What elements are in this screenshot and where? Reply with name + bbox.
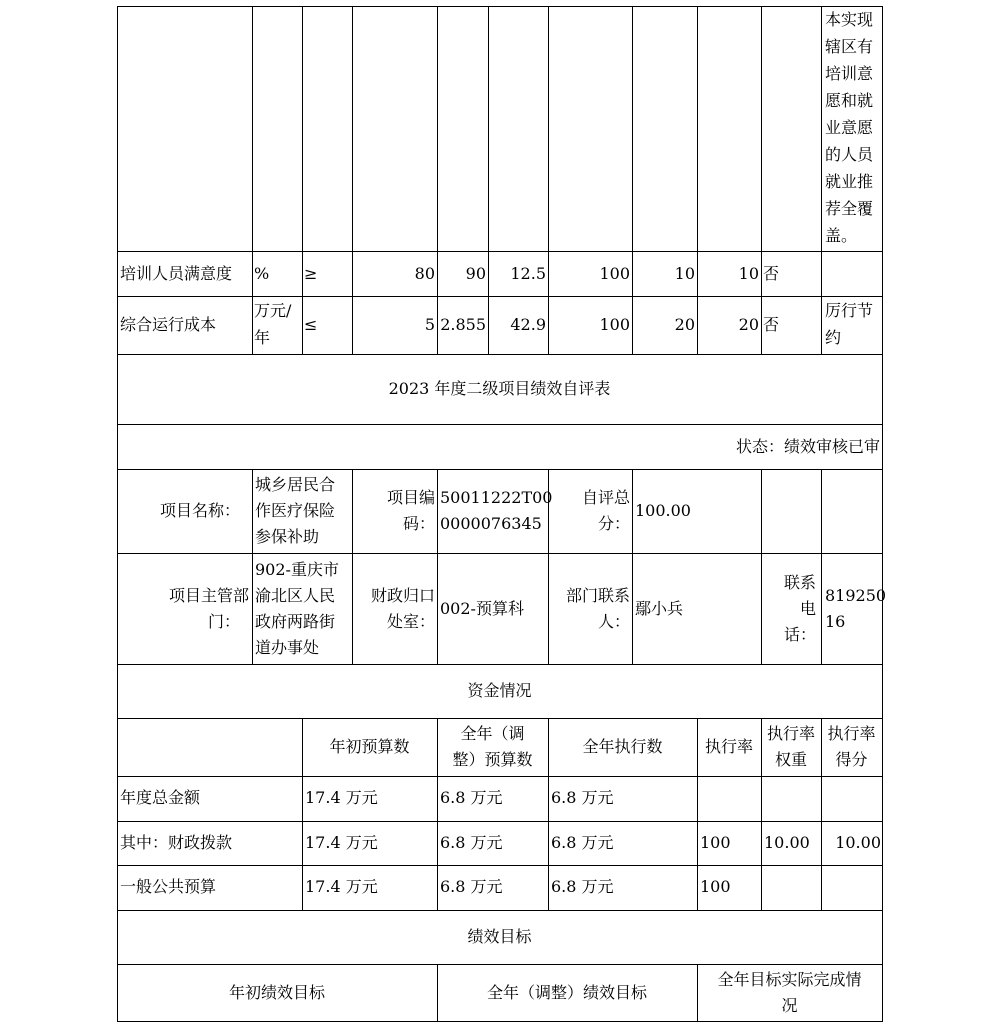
indicator-note-line: 辖区有 — [825, 37, 874, 56]
funds-cell-weight: 10.00 — [764, 833, 810, 852]
funds-cell-adjusted: 6.8 万元 — [440, 877, 503, 896]
indicator-note-line: 本实现 — [825, 10, 874, 29]
grid-line — [632, 469, 633, 664]
indicator-operator: ≥ — [304, 264, 318, 283]
grid-line — [117, 910, 882, 911]
goals-header-actual: 况 — [781, 996, 798, 1015]
grid-line — [117, 6, 882, 7]
goals-header-actual: 全年目标实际完成情 — [717, 970, 862, 989]
indicator-weight: 20 — [674, 315, 695, 334]
indicator-note: 厉行节 — [825, 301, 874, 320]
form-title: 2023 年度二级项目绩效自评表 — [388, 379, 611, 398]
indicator-note-line: 就业推 — [825, 172, 874, 191]
indicator-value: 100 — [599, 315, 630, 334]
indicator-actual: 2.855 — [440, 315, 486, 334]
dept-value: 渝北区人民 — [255, 586, 336, 605]
indicator-note-line: 盖。 — [825, 226, 858, 245]
grid-line — [117, 964, 882, 965]
project-code-label: 项目编 — [386, 488, 435, 507]
indicator-actual: 90 — [465, 264, 486, 283]
indicator-weight: 10 — [674, 264, 695, 283]
grid-line — [488, 6, 489, 354]
project-name-label: 项目名称： — [159, 501, 240, 520]
grid-line — [437, 6, 438, 354]
project-code-value: 50011222T00 — [440, 488, 553, 507]
grid-line — [117, 664, 882, 665]
indicator-flag: 否 — [763, 315, 780, 334]
funds-cell-executed: 6.8 万元 — [551, 833, 614, 852]
phone-value: 16 — [825, 612, 846, 631]
finance-office-label: 财政归口 — [370, 586, 435, 605]
grid-line — [548, 6, 549, 354]
grid-line — [117, 821, 882, 822]
table-border-right — [882, 6, 883, 1022]
contact-value: 鄢小兵 — [635, 599, 684, 618]
project-code-label: 码： — [402, 514, 435, 533]
project-code-value: 0000076345 — [440, 514, 542, 533]
phone-label: 电 — [799, 599, 816, 618]
indicator-note-line: 业意愿 — [825, 118, 874, 137]
project-name-value: 参保补助 — [255, 527, 320, 546]
phone-value: 819250 — [825, 586, 887, 605]
grid-line — [117, 251, 882, 252]
grid-line — [352, 6, 353, 354]
indicator-score: 20 — [738, 315, 759, 334]
funds-cell-initial: 17.4 万元 — [305, 833, 378, 852]
indicator-note-line: 的人员 — [825, 145, 874, 164]
grid-line — [697, 6, 698, 354]
grid-line — [761, 6, 762, 354]
grid-line — [437, 469, 438, 664]
funds-cell-adjusted: 6.8 万元 — [440, 833, 503, 852]
dept-value: 道办事处 — [255, 638, 320, 657]
contact-label: 人： — [597, 612, 630, 631]
funds-header-score: 执行率 — [827, 724, 876, 743]
grid-line — [117, 718, 882, 719]
project-name-value: 城乡居民合 — [255, 475, 336, 494]
indicator-unit: 万元/ — [254, 301, 292, 320]
grid-line — [117, 865, 882, 866]
indicator-unit: 年 — [254, 328, 271, 347]
dept-value: 902-重庆市 — [255, 560, 339, 579]
funds-header-executed: 全年执行数 — [582, 737, 663, 756]
indicator-target: 5 — [424, 315, 435, 334]
indicator-value: 12.5 — [510, 264, 546, 283]
status-text: 状态：绩效审核已审 — [735, 437, 880, 456]
funds-row-label: 一般公共预算 — [120, 877, 217, 896]
indicator-note-line: 荐全覆 — [825, 199, 874, 218]
funds-header-weight: 权重 — [774, 750, 807, 769]
funds-header-initial: 年初预算数 — [329, 737, 410, 756]
funds-section-title: 资金情况 — [467, 681, 532, 700]
indicator-operator: ≤ — [304, 315, 318, 334]
indicator-name: 培训人员满意度 — [120, 264, 233, 283]
indicator-value: 100 — [599, 264, 630, 283]
phone-label: 话： — [783, 625, 816, 644]
finance-office-label: 处室： — [386, 612, 435, 631]
grid-line — [821, 469, 822, 664]
dept-label: 门： — [207, 612, 240, 631]
grid-line — [117, 553, 882, 554]
funds-cell-executed: 6.8 万元 — [551, 877, 614, 896]
dept-value: 政府两路街 — [255, 612, 336, 631]
grid-line — [117, 1021, 882, 1022]
indicator-note-line: 愿和就 — [825, 91, 874, 110]
funds-header-score: 得分 — [835, 750, 868, 769]
indicator-unit: % — [254, 264, 270, 283]
grid-line — [252, 6, 253, 354]
contact-label: 部门联系 — [565, 586, 630, 605]
funds-row-label: 年度总金额 — [120, 788, 201, 807]
finance-office-value: 002-预算科 — [440, 599, 524, 618]
grid-line — [252, 469, 253, 664]
funds-cell-score: 10.00 — [835, 833, 881, 852]
phone-label: 联系 — [783, 573, 816, 592]
funds-header-rate: 执行率 — [704, 737, 753, 756]
grid-line — [117, 296, 882, 297]
indicator-flag: 否 — [763, 264, 780, 283]
goals-header-adjusted: 全年（调整）绩效目标 — [486, 983, 647, 1002]
goals-section-title: 绩效目标 — [467, 927, 532, 946]
grid-line — [821, 6, 822, 354]
indicator-value: 42.9 — [510, 315, 546, 334]
funds-cell-executed: 6.8 万元 — [551, 788, 614, 807]
indicator-note-line: 培训意 — [825, 64, 874, 83]
funds-cell-adjusted: 6.8 万元 — [440, 788, 503, 807]
funds-header-adjusted: 全年（调 — [460, 724, 525, 743]
self-score-label: 自评总 — [581, 488, 630, 507]
funds-cell-initial: 17.4 万元 — [305, 788, 378, 807]
grid-line — [117, 354, 882, 355]
grid-line — [632, 6, 633, 354]
grid-line — [117, 424, 882, 425]
grid-line — [117, 469, 882, 470]
dept-label: 项目主管部 — [168, 586, 249, 605]
funds-header-adjusted: 整）预算数 — [452, 750, 533, 769]
funds-row-label: 其中：财政拨款 — [120, 833, 233, 852]
funds-cell-rate: 100 — [700, 833, 731, 852]
grid-line — [117, 776, 882, 777]
project-name-value: 作医疗保险 — [255, 501, 336, 520]
indicator-target: 80 — [414, 264, 435, 283]
funds-cell-initial: 17.4 万元 — [305, 877, 378, 896]
funds-cell-rate: 100 — [700, 877, 731, 896]
grid-line — [302, 6, 303, 354]
indicator-note: 约 — [825, 328, 842, 347]
goals-header-initial: 年初绩效目标 — [228, 983, 325, 1002]
indicator-score: 10 — [738, 264, 759, 283]
self-score-value: 100.00 — [635, 501, 691, 520]
funds-header-weight: 执行率 — [766, 724, 815, 743]
indicator-name: 综合运行成本 — [120, 315, 217, 334]
self-score-label: 分： — [597, 514, 630, 533]
